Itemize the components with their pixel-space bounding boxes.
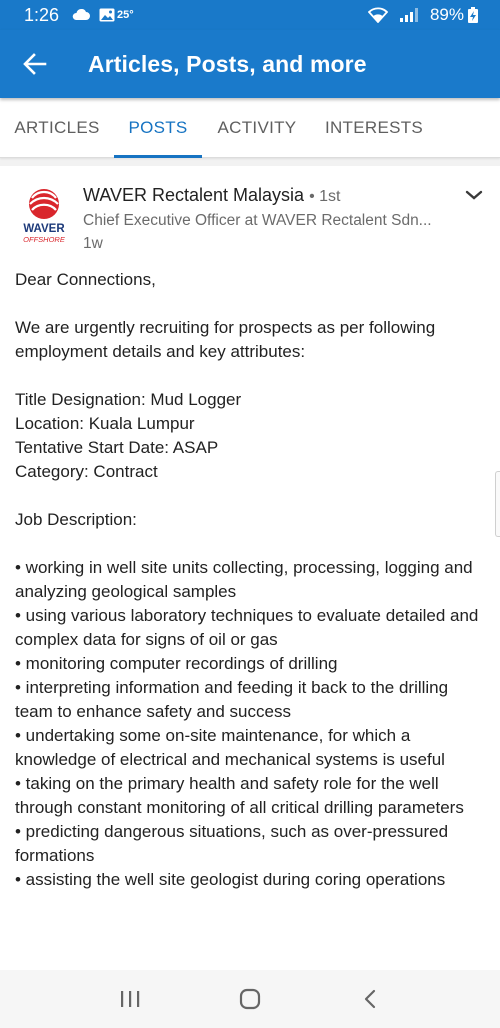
chevron-down-icon [462, 186, 486, 206]
author-name-line[interactable] [83, 185, 340, 206]
post-time: 1w [83, 235, 103, 252]
post-header [0, 166, 500, 266]
system-back-button[interactable] [350, 979, 390, 1019]
back-icon [362, 989, 378, 1009]
logo-text-line2: OFFSHORE [23, 235, 65, 244]
tab-interests[interactable]: INTERESTS [324, 117, 424, 137]
recent-apps-icon [119, 990, 141, 1008]
status-bar [0, 0, 500, 30]
scroll-indicator[interactable] [495, 471, 500, 537]
wifi-icon [368, 7, 388, 23]
gallery-icon [99, 8, 134, 22]
body-line: Job Description: [15, 510, 137, 529]
app-bar [0, 30, 500, 98]
battery-icon [468, 7, 478, 23]
logo-text-line1: WAVER [23, 223, 65, 235]
post-menu-button[interactable] [462, 186, 486, 206]
signal-icon [400, 8, 418, 22]
body-bullet: • working in well site units collecting, processing, logging and analyzing geological samples [15, 558, 473, 601]
body-bullet: • undertaking some on-site maintenance, for which a knowledge of electrical and mechanical systems is useful [15, 726, 445, 769]
body-bullet: • interpreting information and feeding it back to the drilling team to enhance safety and success [15, 678, 449, 721]
author-name[interactable]: WAVER Rectalent Malaysia [83, 185, 305, 205]
body-line: Location: Kuala Lumpur [15, 414, 195, 433]
body-line: Title Designation: Mud Logger [15, 390, 242, 409]
system-nav-bar [0, 970, 500, 1028]
status-time: 1:26 [24, 4, 60, 25]
post-card [0, 166, 500, 970]
page-title: Articles, Posts, and more [88, 50, 367, 77]
home-icon [239, 988, 261, 1010]
author-headline: Chief Executive Officer at WAVER Rectalent Sdn... [83, 212, 432, 229]
body-bullet: • assisting the well site geologist during coring operations [15, 870, 446, 889]
body-line: Category: Contract [15, 462, 158, 481]
body-bullet: • monitoring computer recordings of drilling [15, 654, 338, 673]
body-bullet: • using various laboratory techniques to evaluate detailed and complex data for signs of oil or gas [15, 606, 479, 649]
tab-articles[interactable]: ARTICLES [14, 117, 100, 137]
connection-degree: • 1st [309, 188, 341, 205]
cloud-icon [71, 9, 91, 21]
back-button[interactable] [0, 30, 70, 98]
arrow-left-icon [23, 53, 47, 75]
status-battery: 89% [429, 5, 464, 24]
home-button[interactable] [230, 979, 270, 1019]
status-temperature: 25° [117, 9, 134, 21]
body-bullet: • taking on the primary health and safety role for the well through constant monitoring of all critical drilling parameters [15, 774, 464, 817]
post-body [15, 268, 485, 892]
body-line: Dear Connections, [15, 270, 156, 289]
tab-posts[interactable]: POSTS [114, 98, 202, 157]
recent-apps-button[interactable] [110, 979, 150, 1019]
body-line: Tentative Start Date: ASAP [15, 438, 219, 457]
tab-bar [0, 98, 500, 158]
body-bullet: • predicting dangerous situations, such as over-pressured formations [15, 822, 449, 865]
tab-activity[interactable]: ACTIVITY [217, 117, 297, 137]
author-logo[interactable] [18, 186, 70, 246]
body-line: We are urgently recruiting for prospects as per following employment details and key attributes: [15, 318, 436, 361]
